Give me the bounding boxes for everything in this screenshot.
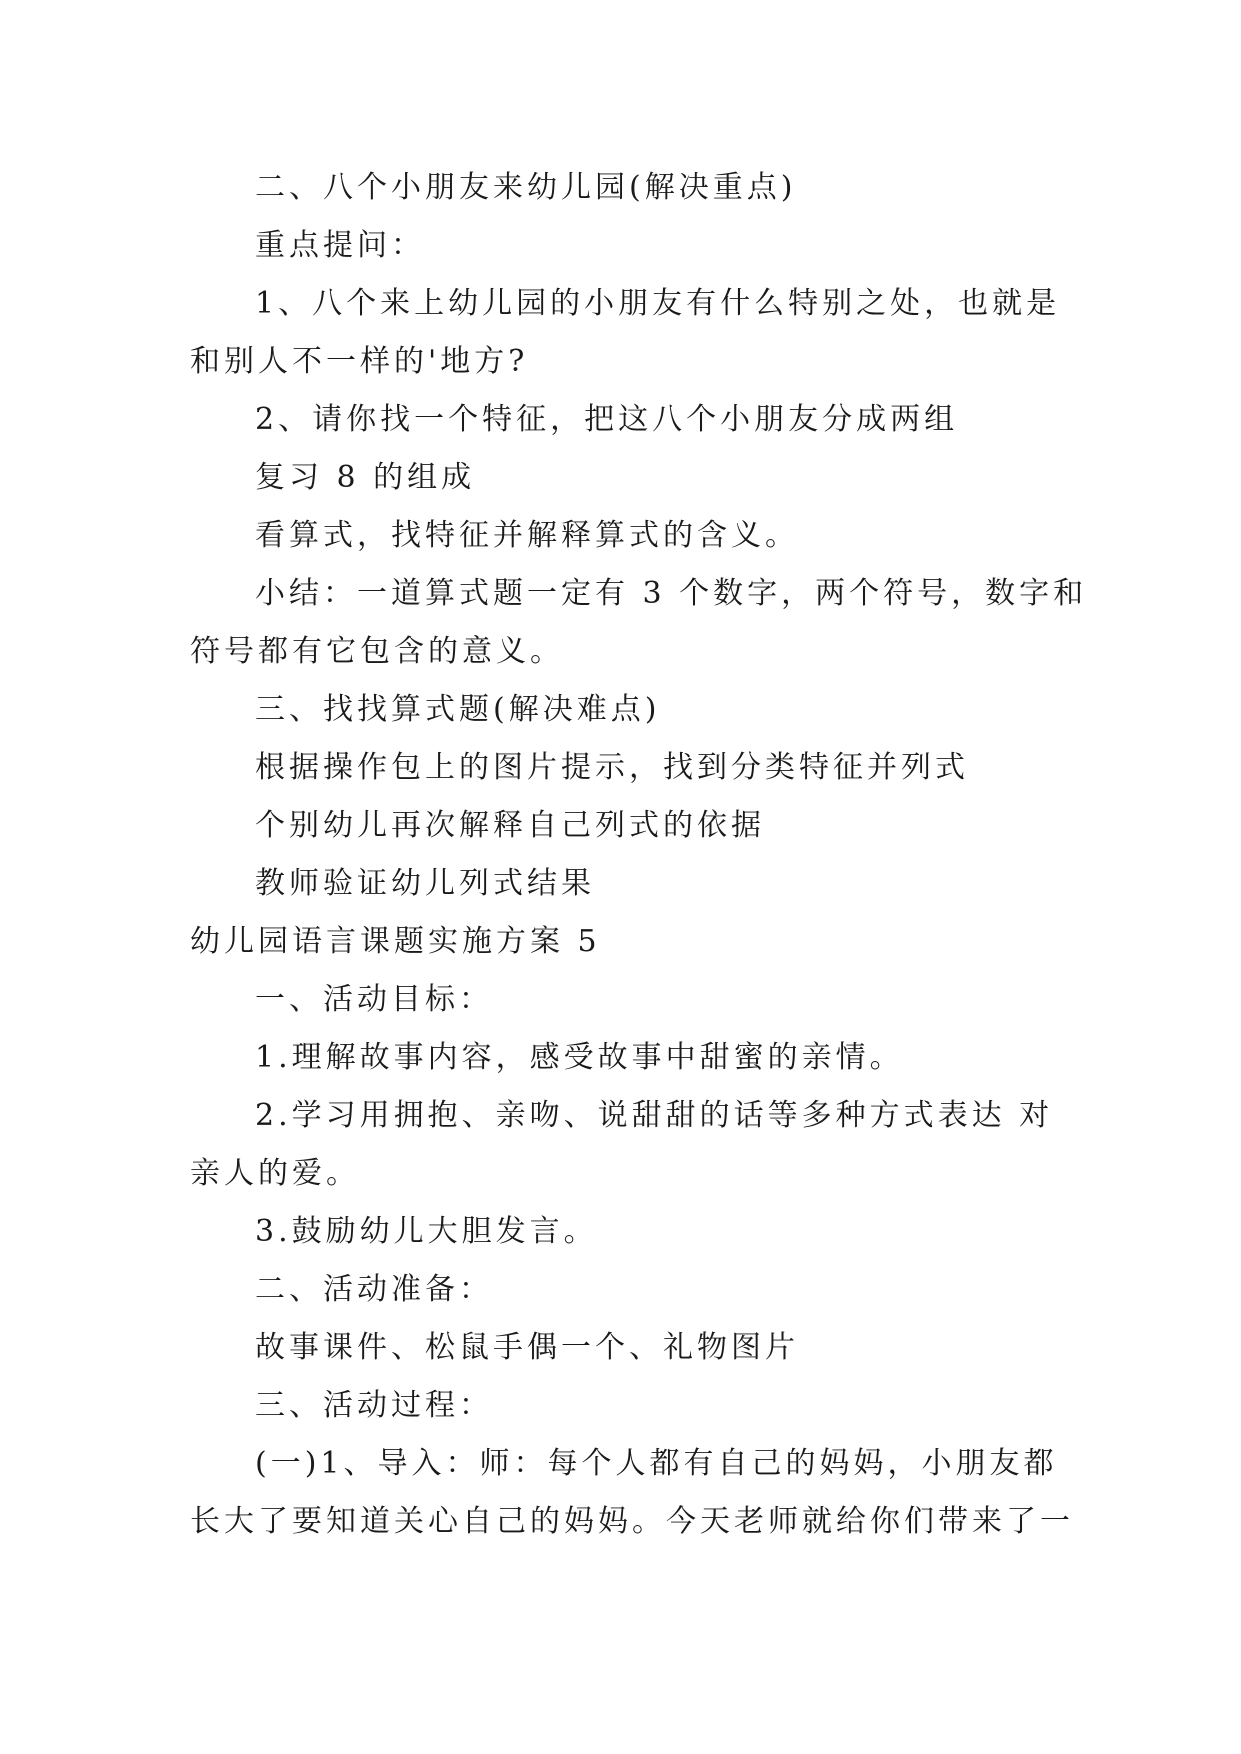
preparation-items: 故事课件、松鼠手偶一个、礼物图片 [255,1330,799,1365]
goal-2-line-1: 2.学习用拥抱、亲吻、说甜甜的话等多种方式表达 对 [255,1098,1054,1133]
preparation-heading: 二、活动准备： [255,1272,493,1307]
process-heading: 三、活动过程： [255,1388,493,1423]
section-heading-3: 三、找找算式题(解决难点) [255,692,661,727]
explain-line: 个别幼儿再次解释自己列式的依据 [255,808,765,843]
goal-3: 3.鼓励幼儿大胆发言。 [255,1214,598,1249]
process-intro-line-2: 长大了要知道关心自己的妈妈。今天老师就给你们带来了一 [190,1504,1074,1539]
summary-line-1: 小结：一道算式题一定有 3 个数字，两个符号，数字和 [255,576,1088,611]
review-line: 复习 8 的组成 [255,460,476,495]
section-heading-2: 二、八个小朋友来幼儿园(解决重点) [255,170,797,205]
summary-line-2: 符号都有它包含的意义。 [190,634,564,669]
operation-line: 根据操作包上的图片提示，找到分类特征并列式 [255,750,969,785]
goals-heading: 一、活动目标： [255,982,493,1017]
key-questions-label: 重点提问： [255,228,425,263]
goal-1: 1.理解故事内容，感受故事中甜蜜的亲情。 [255,1040,904,1075]
formula-line: 看算式，找特征并解释算式的含义。 [255,518,799,553]
plan-title: 幼儿园语言课题实施方案 5 [190,924,601,959]
question-2: 2、请你找一个特征，把这八个小朋友分成两组 [255,402,959,437]
process-intro-line-1: (一)1、导入：师：每个人都有自己的妈妈，小朋友都 [255,1446,1058,1481]
question-1-line-2: 和别人不一样的'地方? [190,344,529,379]
goal-2-line-2: 亲人的爱。 [190,1156,360,1191]
question-1-line-1: 1、八个来上幼儿园的小朋友有什么特别之处，也就是 [255,286,1061,321]
verify-line: 教师验证幼儿列式结果 [255,866,595,901]
